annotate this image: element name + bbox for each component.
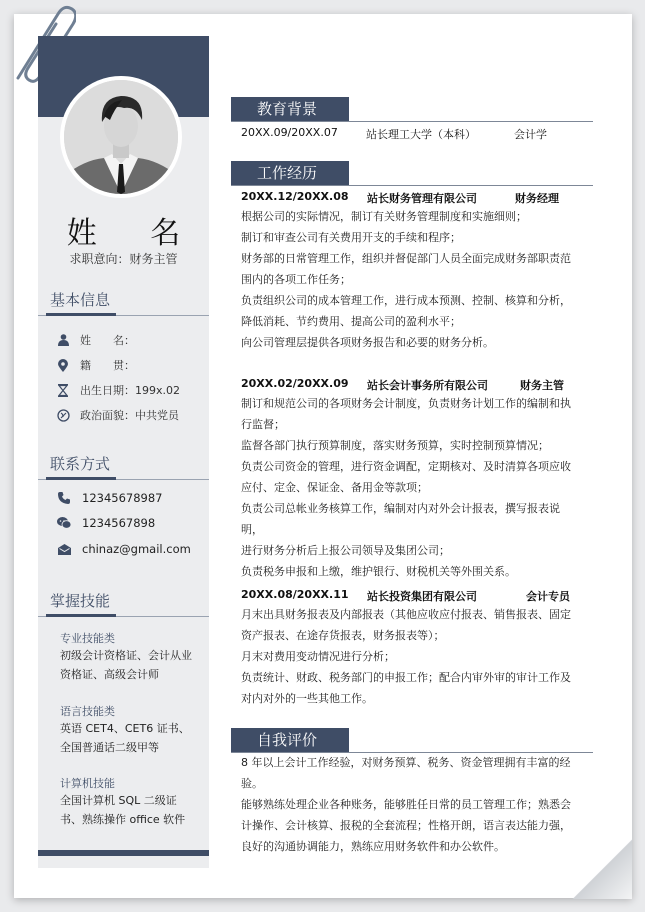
skill-category-computer: 计算机技能 <box>60 777 115 790</box>
party-badge-icon <box>56 408 70 422</box>
info-row-name: 姓 名： <box>56 332 135 348</box>
education-major: 会计学 <box>514 128 547 141</box>
duty-line: 进行财务分析后上报公司领导及集团公司； <box>241 544 450 557</box>
job-period: 20XX.02/20XX.09 <box>241 377 349 390</box>
duty-line: 监督各部门执行预算制度，落实财务预算，实时控制预算情况； <box>241 439 549 452</box>
basic-info-accent <box>46 313 116 316</box>
job-position: 会计专员 <box>526 590 570 603</box>
education-row <box>241 126 581 140</box>
job-position: 财务主管 <box>520 379 564 392</box>
skills-accent <box>46 614 116 617</box>
self-eval-line: 能够熟练处理企业各种账务，能够胜任日常的员工管理工作；熟悉会 <box>241 798 571 811</box>
duty-line: 负责统计、财政、税务部门的申报工作；配合内审外审的审计工作及 <box>241 671 571 684</box>
job-header <box>241 190 581 204</box>
job-duties <box>241 206 581 353</box>
work-title: 工作经历 <box>231 161 349 185</box>
self-eval-text <box>241 752 586 857</box>
job-company: 站长投资集团有限公司 <box>367 590 477 603</box>
sidebar <box>38 36 209 868</box>
mail-icon <box>56 542 72 556</box>
self-eval-line: 8 年以上会计工作经验，对财务预算、税务、资金管理拥有丰富的经验。 <box>241 756 571 790</box>
duty-line: 负责公司总帐业务核算工作，编制对内对外会计报表，撰写报表说明， <box>241 502 560 536</box>
person-icon <box>56 333 70 347</box>
skill-text-professional: 初级会计资格证、会计从业资格证、高级会计师 <box>60 649 192 681</box>
duty-line: 资产报表、在途存货报表，财务报表等）； <box>241 629 445 642</box>
hourglass-icon <box>56 383 70 397</box>
skills-title: 掌握技能 <box>50 592 111 610</box>
education-title: 教育背景 <box>231 97 349 121</box>
job-company: 站长会计事务所有限公司 <box>367 379 488 392</box>
info-row-hometown: 籍 贯： <box>56 357 135 373</box>
duty-line: 围内的各项工作任务； <box>241 273 351 286</box>
duty-line: 月末对费用变动情况进行分析； <box>241 650 395 663</box>
info-row-birthday: 出生日期：199x.02 <box>56 382 180 398</box>
skill-text-computer: 全国计算机 SQL 二级证书、熟练操作 office 软件 <box>60 794 186 826</box>
duty-line: 制订和规范公司的各项财务会计制度，负责财务计划工作的编制和执 <box>241 397 571 410</box>
duty-line: 月末出具财务报表及内部报表（其他应收应付报表、销售报表、固定 <box>241 608 571 621</box>
education-school: 站长理工大学（本科） <box>366 128 476 141</box>
wechat-icon <box>56 516 72 530</box>
self-eval-title: 自我评价 <box>231 728 349 752</box>
education-period: 20XX.09/20XX.07 <box>241 126 338 139</box>
duty-line: 对内对外的一些其他工作。 <box>241 692 373 705</box>
contact-wechat: 1234567898 <box>56 516 155 530</box>
contact-phone: 12345678987 <box>56 491 162 505</box>
contact-title: 联系方式 <box>50 455 111 473</box>
job-intent: 求职意向：财务主管 <box>69 252 178 266</box>
portrait-image <box>64 80 178 194</box>
job-duties <box>241 604 581 709</box>
location-pin-icon <box>56 358 70 372</box>
job-company: 站长财务管理有限公司 <box>367 192 477 205</box>
duty-line: 负责组织公司的成本管理工作，进行成本预测、控制、核算和分析， <box>241 294 571 307</box>
duty-line: 行监督； <box>241 418 285 431</box>
candidate-name: 姓 名 <box>66 216 203 251</box>
skill-category-language: 语言技能类 <box>60 705 115 718</box>
duty-line: 财务部的日常管理工作，组织并督促部门人员全面完成财务部职责范 <box>241 252 571 265</box>
job-header <box>241 588 581 602</box>
self-eval-line: 良好的沟通协调能力，熟练应用财务软件和办公软件。 <box>241 840 505 853</box>
job-position: 财务经理 <box>515 192 559 205</box>
basic-info-title: 基本信息 <box>50 291 111 309</box>
contact-email: chinaz@gmail.com <box>56 542 191 556</box>
job-period: 20XX.08/20XX.11 <box>241 588 349 601</box>
education-divider <box>231 121 593 122</box>
job-period: 20XX.12/20XX.08 <box>241 190 349 203</box>
duty-line: 向公司管理层提供各项财务报告和必要的财务分析。 <box>241 336 494 349</box>
contact-accent <box>46 477 116 480</box>
duty-line: 根据公司的实际情况，制订有关财务管理制度和实施细则； <box>241 210 527 223</box>
avatar <box>64 80 178 194</box>
duty-line: 应付、定金、保证金、备用金等款项； <box>241 481 428 494</box>
sidebar-footer-bar <box>38 850 209 856</box>
job-duties <box>241 393 581 582</box>
avatar-frame <box>60 76 182 198</box>
duty-line: 负责税务申报和上缴，维护银行、财税机关等外围关系。 <box>241 565 516 578</box>
job-header <box>241 377 581 391</box>
duty-line: 降低消耗、节约费用、提高公司的盈利水平； <box>241 315 461 328</box>
info-row-political: 政治面貌：中共党员 <box>56 407 179 423</box>
skill-text-language: 英语 CET4、CET6 证书、全国普通话二级甲等 <box>60 722 190 754</box>
phone-icon <box>56 491 72 505</box>
work-divider <box>231 185 593 186</box>
duty-line: 负责公司资金的管理，进行资金调配，定期核对、及时清算各项应收 <box>241 460 571 473</box>
self-eval-line: 计操作、会计核算、报税的全套流程；性格开朗，语言表达能力强， <box>241 819 571 832</box>
skill-category-professional: 专业技能类 <box>60 632 115 645</box>
duty-line: 制订和审查公司有关费用开支的手续和程序； <box>241 231 461 244</box>
